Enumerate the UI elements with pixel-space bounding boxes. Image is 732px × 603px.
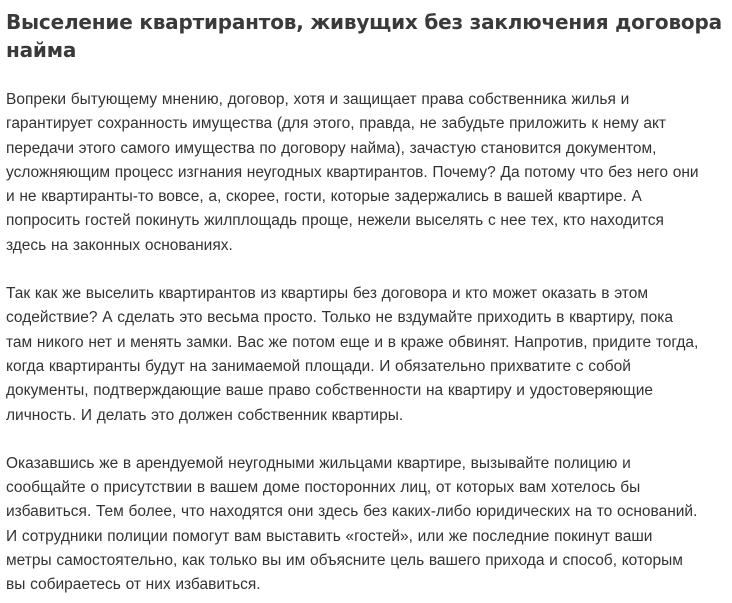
paragraph-3 [6,452,722,598]
text-line: и не квартиранты-то вовсе, а, скорее, гости, которые задержались в вашей квартире. А [6,188,642,206]
text-line: избавиться. Тем более, что находятся они здесь без каких-либо юридических на то оснований. [6,503,698,521]
paragraph-2 [6,282,722,428]
text-line: сообщайте о присутствии в вашем доме посторонних лиц, от которых вам хотелось бы [6,479,641,497]
text-line: попросить гостей покинуть жилплощадь проще, нежели выселять с нее тех, кто находится [6,212,664,230]
text-line: когда квартиранты будут на занимаемой площади. И обязательно прихватите с собой [6,357,631,375]
text-line: Оказавшись же в арендуемой неугодными жильцами квартире, вызывайте полицию и [6,454,631,472]
text-line: метры самостоятельно, как только вы им объясните цель вашего прихода и способ, которым [6,552,683,570]
text-line: Вопреки бытующему мнению, договор, хотя и защищает права собственника жилья и [6,91,630,108]
title-line: найма [6,38,77,62]
text-line: там никого нет и менять замки. Вас же потом еще и в краже обвинят. Напротив, придите тогда, [6,333,699,351]
text-line: документы, подтверждающие ваше право собственности на квартиру и удостоверяющие [6,382,654,400]
text-line: здесь на законных основаниях. [6,236,233,254]
paragraph-1 [6,88,722,258]
text-line: содействие? А сделать это весьма просто. Только не вздумайте приходить в квартиру, пока [6,309,674,327]
article-title [6,0,722,64]
text-line: усложняющим процесс изгнания неугодных квартирантов. Почему? Да потому что без него они [6,163,699,181]
text-line: гарантирует сохранность имущества (для этого, правда, не забудьте приложить к нему акт [6,115,667,133]
text-line: И сотрудники полиции помогут вам выставить «гостей», или же последние покинут ваши [6,527,653,545]
text-line: передачи этого самого имущества по договору найма), зачастую становится документом, [6,139,657,157]
text-line: Так как же выселить квартирантов из квартиры без договора и кто может оказать в этом [6,285,648,303]
text-line: личность. И делать это должен собственник квартиры. [6,406,404,424]
text-line: вы собираетесь от них избавиться. [6,576,261,594]
title-line: Выселение квартирантов, живущих без заключения договора [6,10,722,34]
article [6,0,722,598]
